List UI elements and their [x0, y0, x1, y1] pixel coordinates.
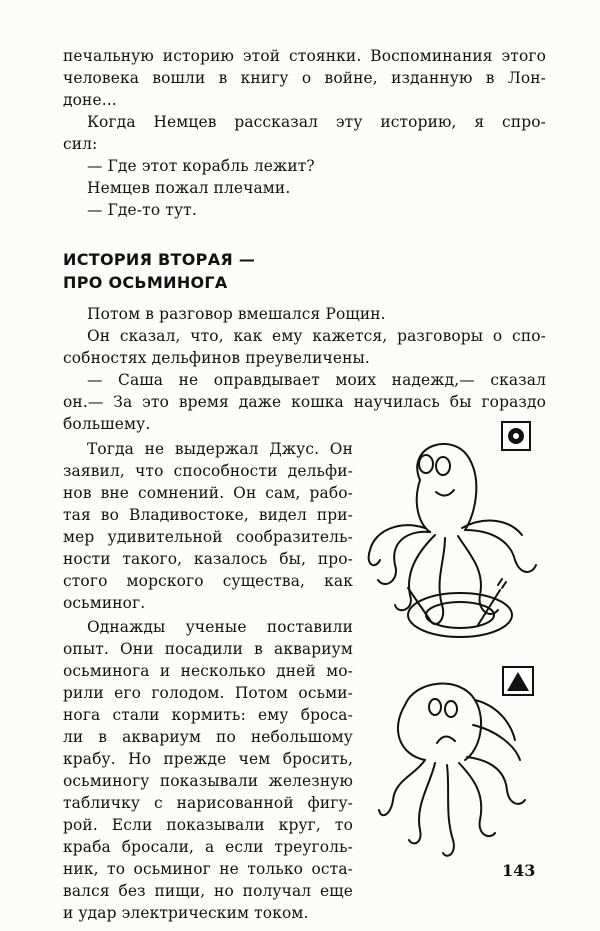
- text-line: мер удивительной сообразитель-: [63, 528, 353, 546]
- text-line: табличку с нарисованной фигу-: [63, 794, 353, 812]
- text-line: вался без пищи, но получал еще: [63, 882, 353, 900]
- text-line: печальную историю этой стоянки. Воспоминания этого: [63, 47, 546, 65]
- text-line: нога стали кормить: ему броса-: [63, 706, 353, 724]
- text-line: — Где этот корабль лежит?: [87, 157, 315, 175]
- text-line: — Саша не оправдывает моих надежд,— сказал: [87, 371, 546, 389]
- text-line: тая во Владивостоке, видел при-: [63, 506, 353, 524]
- text-line: рой. Если показывали круг, то: [63, 816, 353, 834]
- text-line: доне...: [63, 91, 117, 109]
- text-line: краба бросали, а если треуголь-: [63, 838, 353, 856]
- happy-octopus-illustration: [350, 420, 550, 660]
- text-line: ности такого, казалось бы, про-: [63, 550, 353, 568]
- text-line: большему.: [63, 415, 151, 433]
- text-line: Однажды ученые поставили: [87, 618, 353, 636]
- text-line: нов вне сомнений. Он сам, рабо-: [63, 484, 353, 502]
- chapter-heading-line-2: ПРО ОСЬМИНОГА: [63, 273, 228, 292]
- text-line: и удар электрическим током.: [63, 904, 309, 922]
- text-line: собностях дельфинов преувеличены.: [63, 349, 370, 367]
- text-line: Когда Немцев рассказал эту историю, я спро-: [87, 113, 546, 131]
- chapter-heading-line-1: ИСТОРИЯ ВТОРАЯ —: [63, 250, 256, 269]
- text-line: Он сказал, что, как ему кажется, разговоры о спо-: [87, 327, 546, 345]
- text-line: осьминогу показывали железную: [63, 772, 353, 790]
- text-line: сил:: [63, 135, 98, 153]
- text-line: ник, то осьминог не только оста-: [63, 860, 353, 878]
- page-number: 143: [502, 861, 536, 880]
- text-line: опыт. Они посадили в аквариум: [63, 640, 353, 658]
- text-line: рили его голодом. Потом осьми-: [63, 684, 353, 702]
- text-line: осьминога и несколько дней мо-: [63, 662, 353, 680]
- text-line: человека вошли в книгу о войне, изданную в Лон-: [63, 69, 546, 87]
- text-line: Немцев пожал плечами.: [87, 179, 291, 197]
- text-line: заявил, что способности дельфи-: [63, 462, 353, 480]
- text-line: — Где-то тут.: [87, 201, 197, 219]
- text-line: стого морского существа, как: [63, 572, 353, 590]
- text-line: крабу. Но прежде чем бросить,: [63, 750, 353, 768]
- text-line: Тогда не выдержал Джус. Он: [87, 440, 353, 458]
- text-line: осьминог.: [63, 594, 146, 612]
- text-line: он.— За это время даже кошка научилась бы гораздо: [63, 393, 546, 411]
- sad-octopus-illustration: [375, 665, 545, 865]
- text-line: ли в аквариум по небольшому: [63, 728, 353, 746]
- text-line: Потом в разговор вмешался Рощин.: [87, 305, 386, 323]
